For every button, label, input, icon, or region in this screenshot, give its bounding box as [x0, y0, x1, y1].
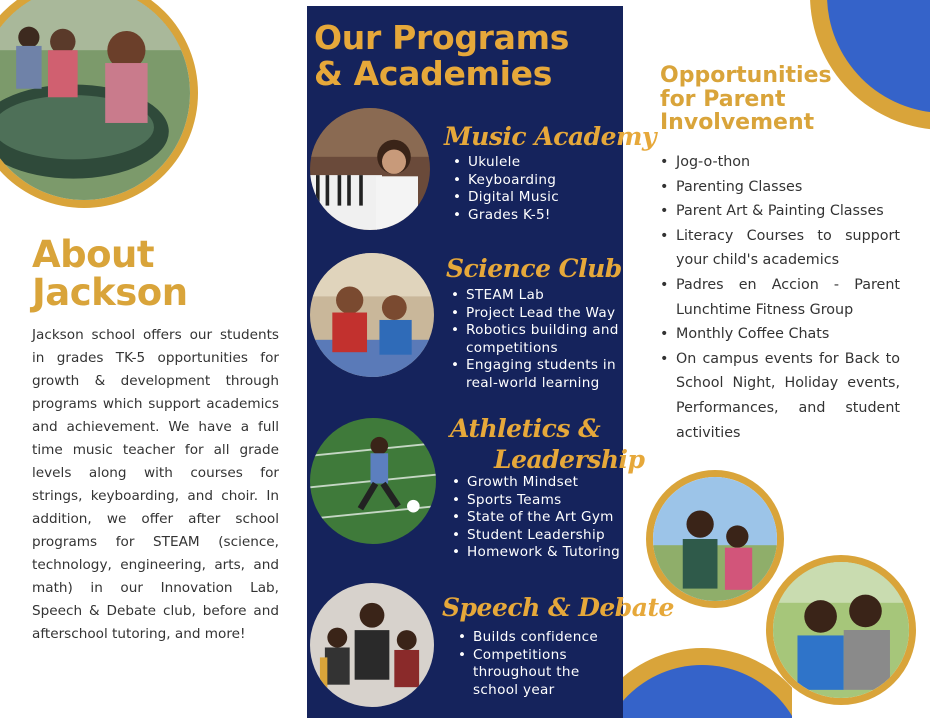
music-academy-list — [450, 154, 559, 224]
list-item: • Parenting Classes — [660, 175, 900, 200]
list-item: • Project Lead the Way — [448, 305, 620, 323]
about-body: Jackson school offers our students in grades TK-5 opportunities for growth & development through programs which support academics and achievement. We have a full time music teacher for all grade levels along with courses for strings, keyboarding, and choir. In addition, we offer after school programs for STEAM (science, technology, engineering, arts, and math) in our Innovation Lab, Speech & Debate club, before and afterschool tutoring, and more! — [32, 327, 279, 642]
list-item: • On campus events for Back to School Night, Holiday events, Performances, and student activities — [660, 347, 900, 445]
list-item: • Homework & Tutoring — [449, 544, 620, 562]
father-son-photo — [766, 555, 916, 705]
corner-arc-bottom — [622, 640, 792, 718]
athletics-title-line1: Athletics & — [450, 414, 601, 443]
list-item: • State of the Art Gym — [449, 509, 620, 527]
athletics-list — [449, 474, 620, 562]
speech-debate-list — [455, 629, 605, 699]
athletics-title — [450, 413, 644, 475]
parent-involvement-title — [660, 64, 832, 135]
list-item: • Jog-o-thon — [660, 150, 900, 175]
list-item: • Keyboarding — [450, 172, 559, 190]
list-item: • Monthly Coffee Chats — [660, 322, 900, 347]
athletics-photo — [310, 418, 436, 544]
science-club-title: Science Club — [446, 254, 622, 283]
list-item: • Sports Teams — [449, 492, 620, 510]
parent-involvement-list — [660, 150, 900, 445]
list-item: • Digital Music — [450, 189, 559, 207]
list-item: • Competitions throughout the school year — [455, 647, 605, 700]
programs-title — [314, 20, 569, 92]
list-item: • Padres en Accion - Parent Lunchtime Fitness Group — [660, 273, 900, 322]
parent-child-photo — [646, 470, 784, 608]
about-title — [32, 233, 188, 314]
speech-debate-photo — [310, 583, 434, 707]
list-item: • Parent Art & Painting Classes — [660, 199, 900, 224]
list-item: • Grades K-5! — [450, 207, 559, 225]
music-academy-title: Music Academy — [444, 122, 657, 151]
list-item: • STEAM Lab — [448, 287, 620, 305]
athletics-title-line2: Leadership — [494, 445, 645, 474]
list-item: • Ukulele — [450, 154, 559, 172]
fountain-photo — [0, 0, 198, 208]
list-item: • Growth Mindset — [449, 474, 620, 492]
music-academy-photo — [310, 108, 430, 230]
list-item: • Engaging students in real-world learning — [448, 357, 620, 392]
list-item: • Student Leadership — [449, 527, 620, 545]
about-title-line1: About — [32, 233, 155, 276]
science-club-photo — [310, 253, 434, 377]
parent-title-line2: for Parent — [660, 86, 786, 112]
parent-title-line3: Involvement — [660, 110, 815, 135]
science-club-list — [448, 287, 620, 393]
programs-title-line2: & Academies — [314, 54, 553, 93]
parent-title-line1: Opportunities — [660, 63, 832, 88]
about-title-line2: Jackson — [32, 271, 188, 314]
speech-debate-title: Speech & Debate — [442, 593, 674, 622]
list-item: • Builds confidence — [455, 629, 605, 647]
list-item: • Robotics building and competitions — [448, 322, 620, 357]
list-item: • Literacy Courses to support your child's academics — [660, 224, 900, 273]
programs-title-line1: Our Programs — [314, 18, 570, 57]
